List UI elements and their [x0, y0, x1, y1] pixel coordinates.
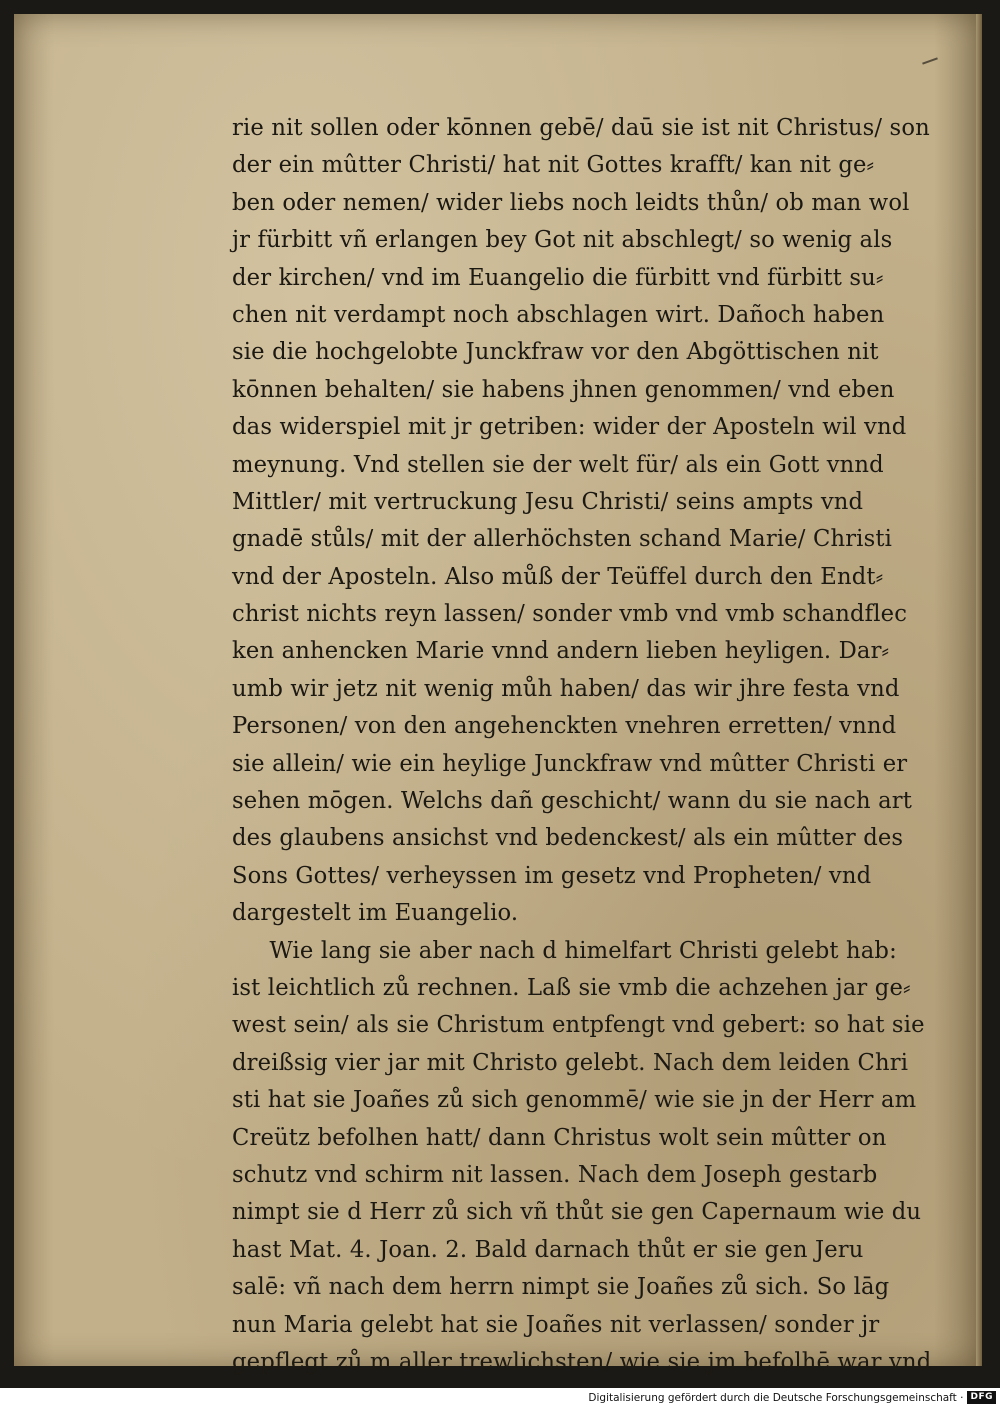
text-line: nun Maria gelebt hat sie Joañes nit verlassen/ sonder jr [232, 1311, 880, 1338]
text-line: vnd der Aposteln. Also můß der Teüffel durch den Endt⸗ [232, 563, 884, 590]
footer-bar [0, 1388, 1000, 1407]
text-line: christ nichts reyn lassen/ sonder vmb vnd vmb schandflec [232, 601, 908, 628]
text-line: sehen mōgen. Welchs dañ geschicht/ wann du sie nach art [232, 788, 913, 815]
text-line: Mittler/ mit vertruckung Jesu Christi/ seins ampts vnd [232, 488, 864, 515]
text-line: schutz vnd schirm nit lassen. Nach dem Joseph gestarb [232, 1161, 878, 1188]
text-line: ist leichtlich zů rechnen. Laß sie vmb die achzehen jar ge⸗ [232, 974, 911, 1001]
book-page [14, 14, 982, 1375]
text-line: Sons Gottes/ verheyssen im gesetz vnd Propheten/ vnd [232, 862, 872, 889]
text-line: hast Mat. 4. Joan. 2. Bald darnach thůt er sie gen Jeru [232, 1236, 864, 1263]
text-line: west sein/ als sie Christum entpfengt vnd gebert: so hat sie [232, 1012, 925, 1039]
text-line: rie nit sollen oder kōnnen gebē/ daū sie ist nit Christus/ son [232, 115, 930, 141]
text-line: Creütz befolhen hatt/ dann Christus wolt sein mûtter on [232, 1124, 887, 1151]
text-line: meynung. Vnd stellen sie der welt für/ als ein Gott vnnd [232, 451, 884, 478]
text-line: nimpt sie d Herr zů sich vñ thůt sie gen Capernaum wie du [232, 1199, 922, 1226]
corner-mark [922, 57, 938, 64]
text-line: dargestelt im Euangelio. [232, 900, 519, 927]
text-line: dreißsig vier jar mit Christo gelebt. Nach dem leiden Chri [232, 1049, 909, 1076]
text-line: des glaubens ansichst vnd bedenckest/ als ein mûtter des [232, 825, 904, 852]
text-line: der ein mûtter Christi/ hat nit Gottes krafft/ kan nit ge⸗ [232, 152, 875, 179]
text-line: sie allein/ wie ein heylige Junckfraw vnd mûtter Christi er [232, 750, 908, 777]
text-line: Personen/ von den angehenckten vnehren erretten/ vnnd [232, 713, 897, 740]
text-line: das widerspiel mit jr getriben: wider der Aposteln wil vnd [232, 414, 907, 441]
text-line: kōnnen behalten/ sie habens jhnen genommen/ vnd eben [232, 376, 895, 403]
funding-credit: Digitalisierung gefördert durch die Deutsche Forschungsgemeinschaft · [588, 1391, 964, 1404]
text-line: gnadē stůls/ mit der allerhöchsten schand Marie/ Christi [232, 526, 893, 553]
text-line: Wie lang sie aber nach d himelfart Christi gelebt hab: [269, 937, 897, 964]
text-line: gepflegt zů m aller trewlichsten/ wie sie jm befolhē war vnd [232, 1348, 932, 1375]
text-line: chen nit verdampt noch abschlagen wirt. Dañoch haben [232, 301, 885, 328]
text-line: der kirchen/ vnd im Euangelio die fürbitt vnd fürbitt su⸗ [232, 264, 884, 291]
text-line: ken anhencken Marie vnnd andern lieben heyligen. Dar⸗ [232, 638, 890, 665]
text-line: umb wir jetz nit wenig můh haben/ das wir jhre festa vnd [232, 675, 900, 702]
dfg-logo: DFG [967, 1391, 996, 1404]
text-line: sie die hochgelobte Junckfraw vor den Abgöttischen nit [232, 339, 879, 366]
page-text-block [232, 110, 957, 1381]
text-line: jr fürbitt vñ erlangen bey Got nit abschlegt/ so wenig als [232, 227, 893, 254]
text-line: sti hat sie Joañes zů sich genommē/ wie sie jn der Herr am [232, 1087, 917, 1114]
text-line: salē: vñ nach dem herrn nimpt sie Joañes zů sich. So lāg [232, 1274, 890, 1301]
page-edge [976, 14, 982, 1366]
text-line: ben oder nemen/ wider liebs noch leidts thůn/ ob man wol [232, 189, 910, 216]
